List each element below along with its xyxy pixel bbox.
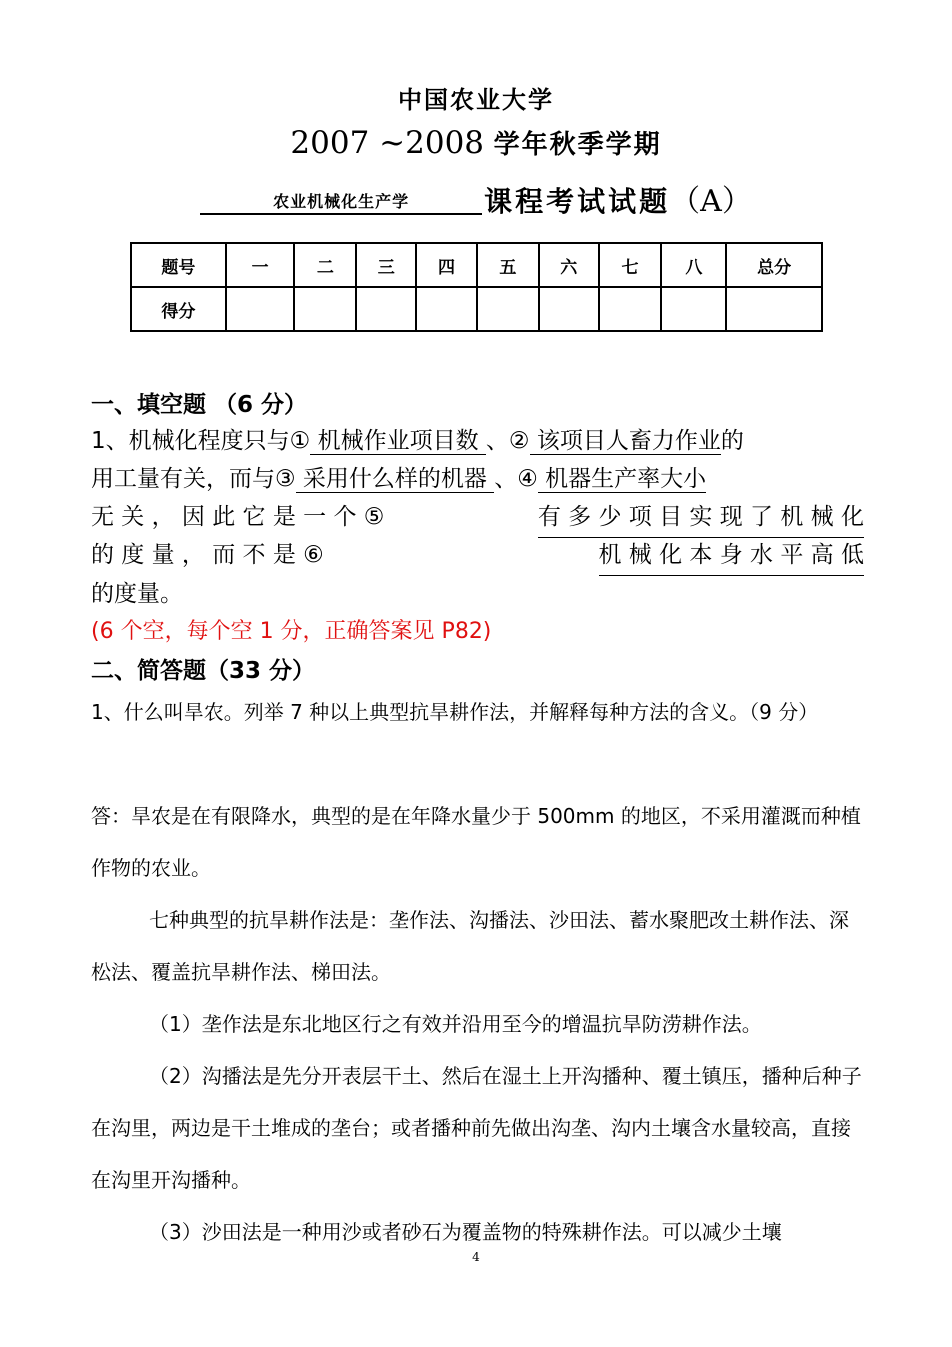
header-cell: 四: [416, 243, 477, 287]
blank-6-answer: 机 械 化 本 身 水 平 高 低: [599, 536, 865, 576]
header-cell: 总分: [726, 243, 822, 287]
header-cell: 六: [539, 243, 599, 287]
scoring-note: (6 个空，每个空 1 分，正确答案见 P82): [91, 619, 492, 644]
answer-paragraph-methods: 七种典型的抗旱耕作法是：垄作法、沟播法、沙田法、蓄水聚肥改土耕作法、深松法、覆盖抗旱耕作法、梯田法。: [91, 908, 849, 984]
header-cell: 七: [599, 243, 662, 287]
answer-paragraph-2: （2）沟播法是先分开表层干土、然后在湿土上开沟播种、覆土镇压，播种后种子在沟里，两边是干土堆成的垄台；或者播种前先做出沟垄、沟内土壤含水量较高，直接在沟里开沟播种。: [91, 1064, 862, 1192]
score-cell[interactable]: [599, 287, 662, 331]
header-cell: 二: [294, 243, 356, 287]
fill-line-1: 1、机械化程度只与① 机械作业项目数 、② 该项目人畜力作业的: [91, 428, 744, 454]
score-cell[interactable]: [477, 287, 539, 331]
score-table: [130, 242, 823, 332]
score-cell[interactable]: [726, 287, 822, 331]
score-table-score-row: [131, 287, 822, 331]
score-cell[interactable]: [539, 287, 599, 331]
page-number: 4: [472, 1250, 480, 1264]
term-line: [0, 124, 952, 161]
header-cell: 一: [226, 243, 295, 287]
paper-version: （A）: [670, 184, 752, 219]
fill-line-5: 的度量。: [91, 581, 183, 607]
question-1: 1、什么叫旱农。列举 7 种以上典型抗旱耕作法，并解释每种方法的含义。（9 分）: [91, 700, 819, 724]
header-cell: 三: [356, 243, 416, 287]
year-range: 2007 ~2008: [290, 125, 485, 161]
score-cell[interactable]: [356, 287, 416, 331]
header-cell: 五: [477, 243, 539, 287]
blank-3-answer: 采用什么样的机器: [295, 466, 495, 492]
blank-2-answer: 该项目人畜力作业: [529, 428, 721, 454]
blank-4-answer: 机器生产率大小: [537, 466, 707, 492]
score-label: 得分: [131, 287, 226, 331]
header-cell: 题号: [131, 243, 226, 287]
section1-title: 一、填空题 （6 分）: [91, 392, 308, 418]
university-name: 中国农业大学: [398, 86, 554, 114]
answer-paragraph-1: （1）垄作法是东北地区行之有效并沿用至今的增温抗旱防涝耕作法。: [149, 1012, 762, 1036]
score-cell[interactable]: [226, 287, 295, 331]
fill-line-3: 无 关 ， 因 此 它 是 一 个 ⑤ 有 多 少 项 目 实 现 了 机 械 化: [91, 498, 864, 538]
score-table-header-row: [131, 243, 822, 287]
fill-line-4: 的 度 量 ， 而 不 是 ⑥ 机 械 化 本 身 水 平 高 低: [91, 536, 864, 576]
blank-1-answer: 机械作业项目数: [310, 428, 486, 454]
blank-5-answer: 有 多 少 项 目 实 现 了 机 械 化: [538, 498, 864, 538]
fill-line-2: 用工量有关，而与③ 采用什么样的机器 、④ 机器生产率大小: [91, 466, 707, 492]
score-cell[interactable]: [416, 287, 477, 331]
score-cell[interactable]: [661, 287, 726, 331]
score-cell[interactable]: [294, 287, 356, 331]
section2-title: 二、简答题（33 分）: [91, 658, 316, 684]
course-line: [0, 176, 952, 220]
course-name: 农业机械化生产学: [200, 191, 482, 215]
exam-title: 课程考试试题: [484, 185, 671, 218]
answer-paragraph-3: （3）沙田法是一种用沙或者砂石为覆盖物的特殊耕作法。可以减少土壤: [149, 1220, 782, 1244]
semester: 学年秋季学期: [493, 130, 662, 160]
header-cell: 八: [661, 243, 726, 287]
answer-definition: 答：旱农是在有限降水，典型的是在年降水量少于 500mm 的地区，不采用灌溉而种植作物的农业。: [91, 804, 861, 880]
